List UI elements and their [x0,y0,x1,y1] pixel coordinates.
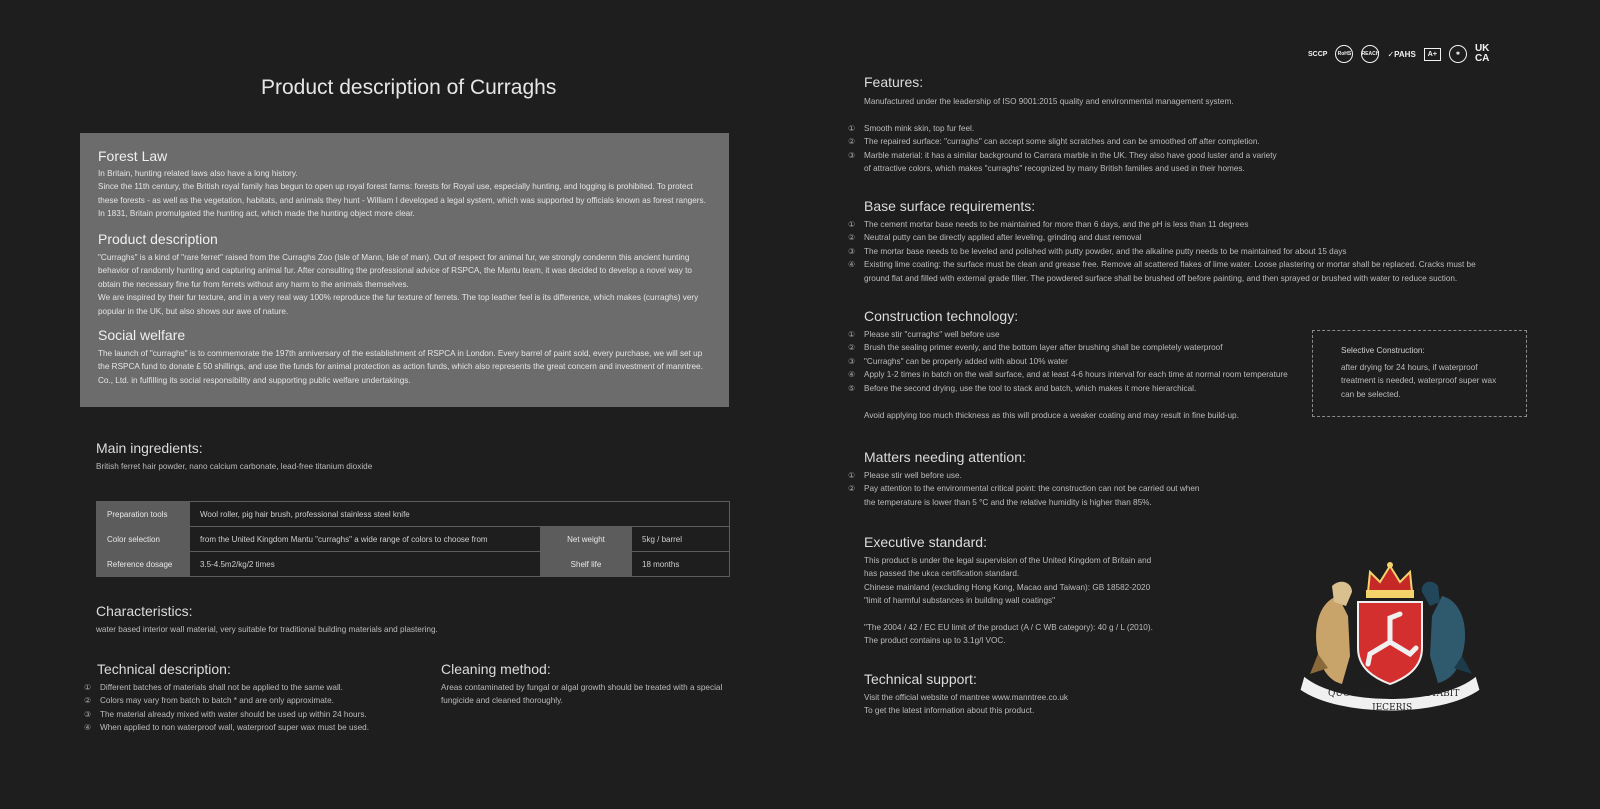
cleaning-method-heading: Cleaning method: [441,661,551,677]
characteristics-text: water based interior wall material, very suitable for traditional building materials and plastering. [96,625,438,634]
list-item: ⑤ Before the second drying, use the tool to stack and batch, which makes it more hierarchical. [848,383,1197,393]
intro-panel [80,133,729,407]
prep-value: Wool roller, pig hair brush, professional stainless steel knife [190,502,730,527]
motto-left: QUOCUNQUE [1328,689,1395,699]
certification-logos [1308,43,1489,65]
technical-description-list [84,681,384,735]
list-item: ① The cement mortar base needs to be maintained for more than 6 days, and the pH is less than 11 degrees [848,220,1249,229]
cleaning-method-text: Areas contaminated by fungal or algal growth should be treated with a special fungicide and cleaned thoroughly. [441,683,723,706]
page-title: Product description of Curraghs [261,76,557,99]
technical-support-text: Visit the official website of mantree www.manntree.co.uk To get the latest information about this product. [864,693,1069,716]
check-icon: ✓ [1387,49,1395,59]
list-item: ① Please stir well before use. [848,471,962,480]
list-item: ② Colors may vary from batch to batch * and are only approximate. [84,696,334,706]
main-ingredients-text: British ferret hair powder, nano calcium carbonate, lead-free titanium dioxide [96,462,373,471]
table-row [97,527,730,552]
shelf-life-value: 18 months [632,552,730,577]
list-item: ② Neutral putty can be directly applied after leveling, grinding and dust removal [848,233,1142,243]
selective-construction-box [1312,330,1527,417]
social-welfare-heading: Social welfare [98,327,186,343]
attention-list [848,469,1208,509]
list-item: ④ Apply 1-2 times in batch on the wall surface, and at least 4-6 hours interval for each time at normal room temperature [848,370,1288,380]
reach-logo: REACH [1361,45,1379,63]
list-item: ① Smooth mink skin, top fur feel. [848,124,975,133]
ukca-logo: UK CA [1474,43,1490,64]
attention-heading: Matters needing attention: [864,449,1026,465]
list-item: ② Pay attention to the environmental critical point: the construction can not be carried out when the temperature is lower than 5 °C and the relative humidity is higher than 85%. [848,484,1200,507]
selective-construction-text: after drying for 24 hours, if waterproof treatment is needed, waterproof super wax can be selected. [1341,363,1497,399]
dosage-label: Reference dosage [97,552,190,577]
list-item: ① Please stir "curraghs" well before use [848,330,1000,339]
features-intro: Manufactured under the leadership of ISO 9001:2015 quality and environmental management system. [864,97,1234,106]
list-item: ② Brush the sealing primer evenly, and the bottom layer after brushing shall be completely waterproof [848,343,1223,353]
selective-construction-heading: Selective Construction: [1341,346,1425,355]
motto-center: JECERIS [1372,703,1413,713]
features-heading: Features: [864,74,924,90]
characteristics-heading: Characteristics: [96,603,193,619]
executive-standard-heading: Executive standard: [864,534,987,550]
construction-heading: Construction technology: [864,308,1019,324]
color-value: from the United Kingdom Mantu "curraghs" a wide range of colors to choose from [190,527,541,552]
list-item: ③ Marble material: it has a similar background to Carrara marble in the UK. They also have good luster and a variety of attractive colors, which makes "curraghs" recognized by many British families and used in their homes. [848,150,1277,174]
sccp-logo: SCCP [1308,50,1328,58]
net-weight-value: 5kg / barrel [632,527,730,552]
product-description-text: "Curraghs" is a kind of "rare ferret" raised from the Curraghs Zoo (Isle of Mann, Isle of man). Out of respect for animal fur, we strongly condemn this ancient hunting behavior of randomly hunting and capturing animal fur. After consulting the professional advice of RSPCA, the Mantu team, it was decided to develop a novel way to obtain the necessary fine fur from ferrets without any harm to the animals themselves. We are inspired by their fur texture, and in a very real way 100% reproduce the fur texture of ferrets. The top leather feel is its difference, which makes (curraghs) very popular in the UK, but also shows our awe of nature. [98,253,699,316]
list-item: ③ The mortar base needs to be leveled and polished with putty powder, and the alkaline putty needs to be maintained for about 15 days [848,246,1347,256]
table-row [97,552,730,577]
motto-right: STABIT [1425,689,1460,699]
net-weight-label: Net weight [541,527,632,552]
list-item: ③ The material already mixed with water should be used up within 24 hours. [84,709,367,719]
technical-support-heading: Technical support: [864,671,977,687]
product-description-heading: Product description [98,231,218,247]
base-surface-list [848,218,1478,285]
main-ingredients-heading: Main ingredients: [96,440,203,456]
spec-table [96,501,730,577]
color-label: Color selection [97,527,190,552]
construction-note: Avoid applying too much thickness as this will produce a weaker coating and may result in fine build-up. [864,411,1239,420]
executive-standard-text: This product is under the legal supervision of the United Kingdom of Britain and has passed the ukca certification standard. Chinese mainland (excluding Hong Kong, Macao and Taiwan): GB 18582-2020 "limit of harmful substances in building wall coatings" "The 2004 / 42 / EC EU limit of the product (A / C WB category): 40 g / L (2010). The product contains up to 3.1g/l VOC. [864,556,1153,646]
list-item: ④ When applied to non waterproof wall, waterproof super wax must be used. [84,723,369,733]
coat-of-arms-icon [1290,556,1490,721]
technical-description-heading: Technical description: [97,661,231,677]
social-welfare-text: The launch of "curraghs" is to commemorate the 197th anniversary of the establishment of RSPCA in London. Every barrel of paint sold, every purchase, we will set up the RSPCA fund to donate £ 50 shillings, and use the funds for animal protection as action funds, which also represents the great concern and investment of manntree. Co., Ltd. in fulfilling its social responsibility and supporting public welfare undertakings. [98,349,703,385]
rohs-logo: RoHS [1335,45,1353,63]
prep-label: Preparation tools [97,502,190,527]
list-item: ④ Existing lime coating: the surface must be clean and grease free. Remove all scattered flakes of lime water. Loose plastering or mortar shall be replaced. Cracks must be ground flat and filled with external grade filler. The powdered surface shall be brushed off before painting, and then sprayed or brushed with water to reduce suction. [848,260,1476,283]
construction-list [848,328,1288,395]
features-list [848,122,1278,176]
forest-law-heading: Forest Law [98,148,168,164]
shelf-life-label: Shelf life [541,552,632,577]
pahs-logo: ✓ PAHS [1387,49,1416,59]
list-item: ① Different batches of materials shall not be applied to the same wall. [84,683,343,692]
seal-icon: ✱ [1449,45,1467,63]
table-row [97,502,730,527]
list-item: ③ "Curraghs" can be properly added with about 10% water [848,356,1068,366]
forest-law-text: In Britain, hunting related laws also have a long history. Since the 11th century, the British royal family has begun to open up royal forest farms: forests for Royal use, especially hunting, and logging is prohibited. To protect these forests - as well as the vegetation, habitats, and animals they hunt - William I developed a legal system, which was supported by officials known as forest rangers. In 1831, Britain promulgated the hunting act, which made the hunting object more clear. [98,169,706,219]
list-item: ② The repaired surface: "curraghs" can accept some slight scratches and can be smoothed off after completion. [848,137,1260,147]
aplus-logo: A+ [1424,48,1441,61]
base-surface-heading: Base surface requirements: [864,198,1036,214]
dosage-value: 3.5-4.5m2/kg/2 times [190,552,541,577]
